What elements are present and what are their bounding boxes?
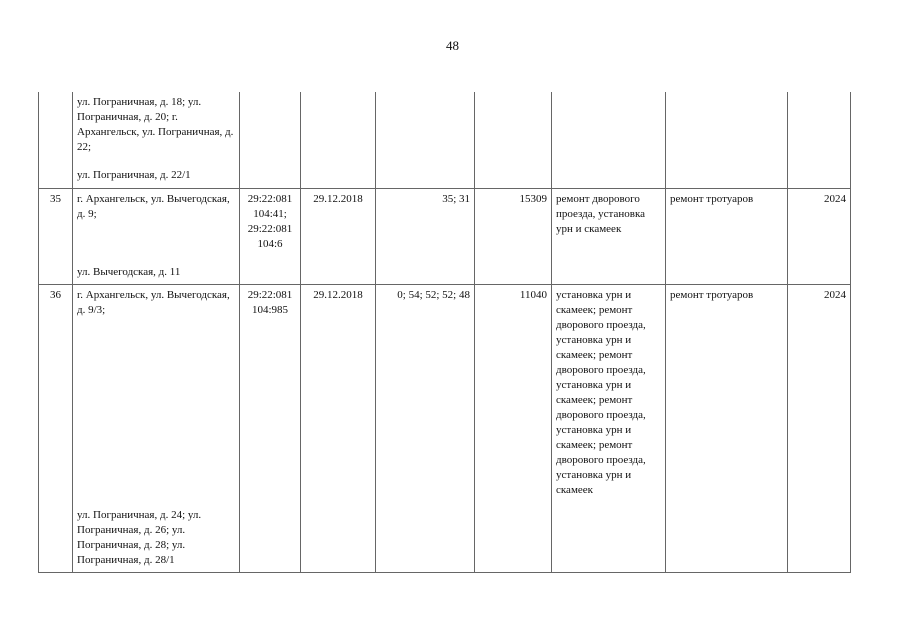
address-cell — [73, 284, 240, 572]
address-bottom: ул. Пограничная, д. 22/1 — [77, 169, 191, 181]
work-done-cell: ремонт дворового проезда, установка урн и скамеек — [552, 188, 666, 284]
date-cell — [301, 92, 376, 188]
page-number: 48 — [446, 38, 459, 53]
work-planned-cell: ремонт тротуаров — [666, 188, 788, 284]
year-cell — [788, 92, 851, 188]
address-cell — [73, 92, 240, 188]
cadastral-cell — [240, 92, 301, 188]
work-planned-cell — [666, 92, 788, 188]
address-top: ул. Пограничная, д. 18; ул. Пограничная, д. 20; г. Архангельск, ул. Пограничная, д. 22; — [77, 96, 234, 153]
table-row — [39, 92, 851, 188]
values-cell: 35; 31 — [376, 188, 475, 284]
table-row — [39, 188, 851, 284]
cadastral-cell: 29:22:081 104:41; 29:22:081 104:6 — [240, 188, 301, 284]
date-cell: 29.12.2018 — [301, 284, 376, 572]
area-cell: 11040 — [475, 284, 552, 572]
address-top: г. Архангельск, ул. Вычегодская, д. 9/3; — [77, 288, 230, 316]
row-number: 36 — [39, 284, 73, 572]
row-number: 35 — [39, 188, 73, 284]
address-top: г. Архангельск, ул. Вычегодская, д. 9; — [77, 192, 230, 220]
year-cell: 2024 — [788, 284, 851, 572]
date-cell: 29.12.2018 — [301, 188, 376, 284]
address-cell — [73, 188, 240, 284]
values-cell — [376, 92, 475, 188]
address-bottom: ул. Пограничная, д. 24; ул. Пограничная, д. 26; ул. Пограничная, д. 28; ул. Пограничная, д. 28/1 — [77, 508, 202, 566]
values-cell: 0; 54; 52; 52; 48 — [376, 284, 475, 572]
area-cell: 15309 — [475, 188, 552, 284]
row-number — [39, 92, 73, 188]
objects-table — [38, 92, 851, 573]
table-row — [39, 284, 851, 572]
work-done-cell — [552, 92, 666, 188]
work-planned-cell: ремонт тротуаров — [666, 284, 788, 572]
area-cell — [475, 92, 552, 188]
address-bottom: ул. Вычегодская, д. 11 — [77, 265, 181, 278]
work-done-cell: установка урн и скамеек; ремонт дворового проезда, установка урн и скамеек; ремонт дворового проезда, установка урн и скамеек; ремонт дворового проезда, установка урн и скамеек; ремонт дворового проезда, установка урн и скамеек — [552, 284, 666, 572]
cadastral-cell: 29:22:081 104:985 — [240, 284, 301, 572]
year-cell: 2024 — [788, 188, 851, 284]
